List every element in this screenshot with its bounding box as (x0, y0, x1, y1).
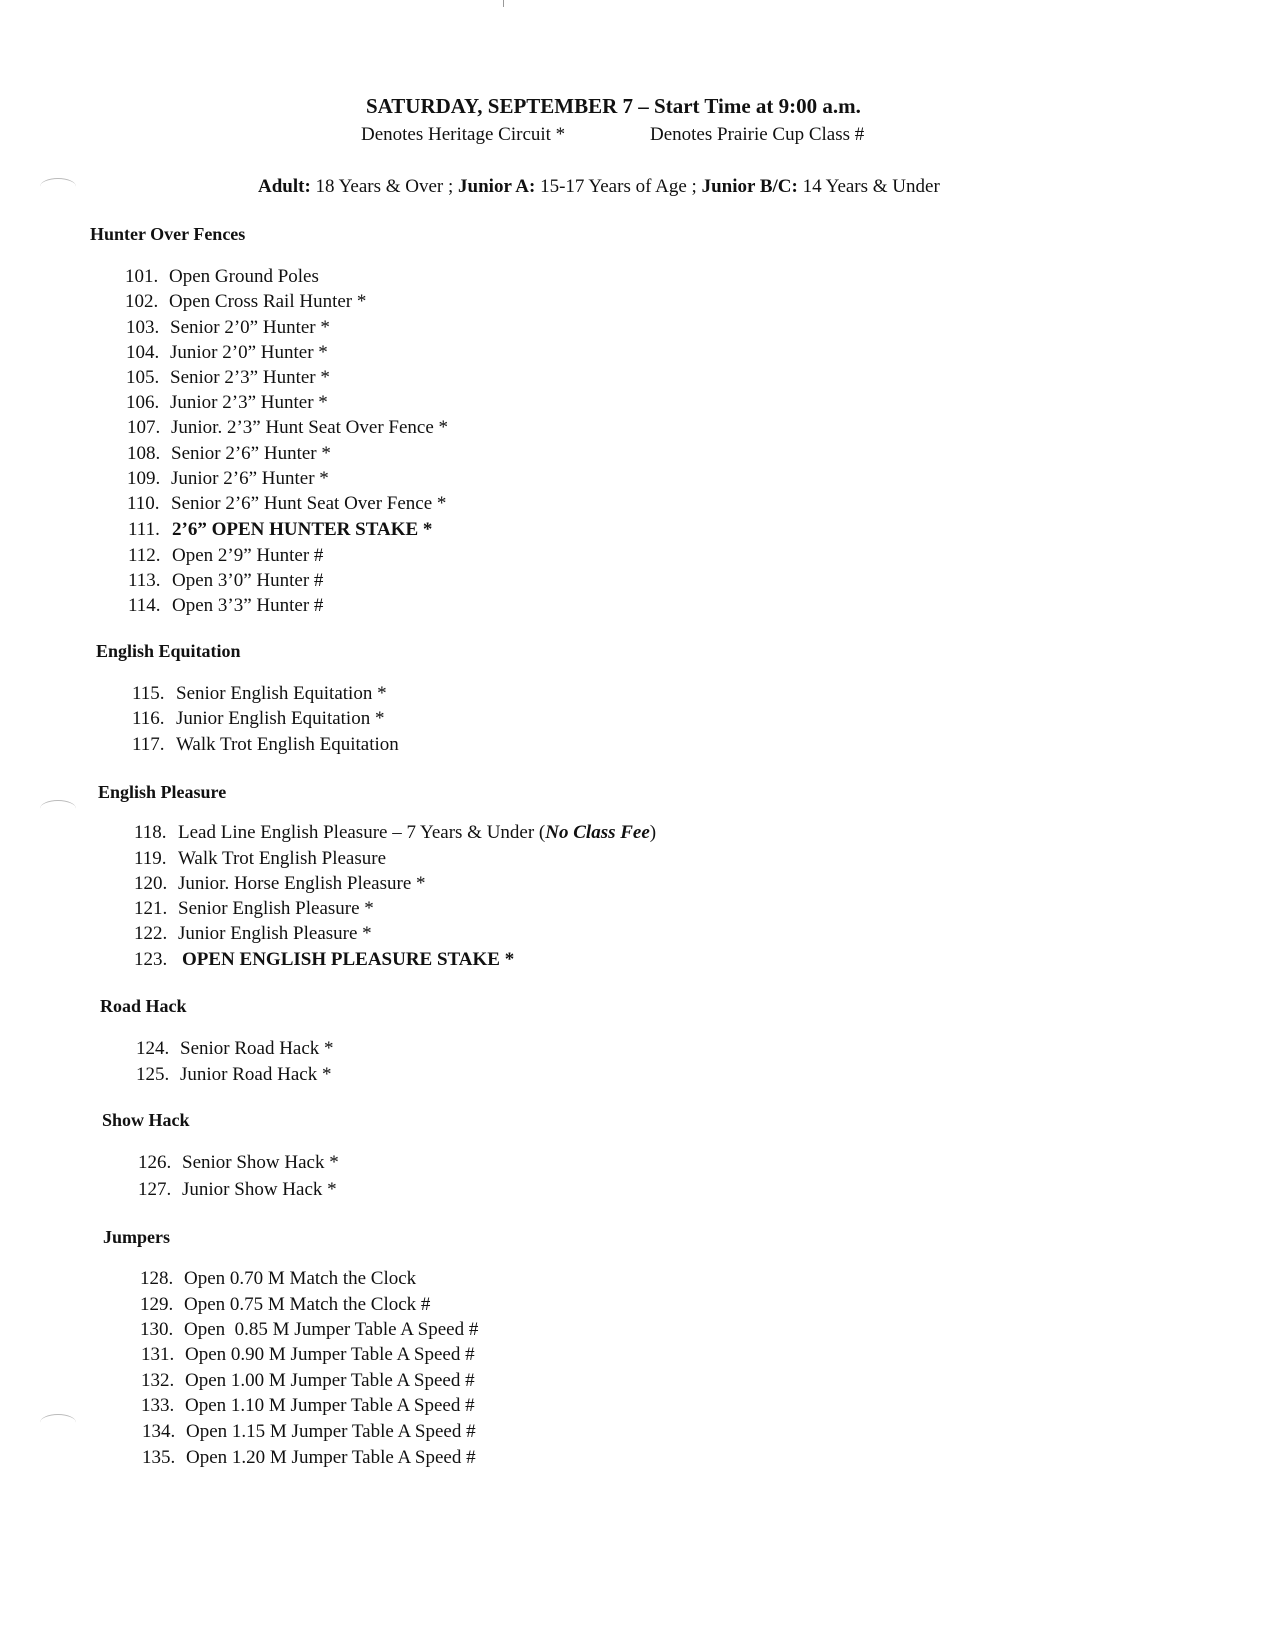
list-item (127, 417, 448, 439)
list-item (136, 1064, 331, 1086)
class-name: Open 1.15 M Jumper Table A Speed # (186, 1421, 476, 1442)
class-number: 127. (138, 1179, 172, 1200)
class-number: 123. (134, 949, 168, 970)
section-heading: English Pleasure (98, 782, 227, 802)
list-item (140, 1268, 416, 1290)
punch-hole-mark (40, 178, 76, 195)
class-name: Open 1.20 M Jumper Table A Speed # (186, 1447, 476, 1468)
class-number: 106. (126, 392, 160, 413)
class-number: 124. (136, 1038, 170, 1059)
heritage-legend: Denotes Heritage Circuit * (361, 124, 566, 145)
list-item (125, 266, 319, 288)
punch-hole-mark (40, 800, 76, 817)
class-name: Open 0.85 M Jumper Table A Speed # (184, 1319, 479, 1340)
class-name: Junior English Equitation * (176, 708, 385, 729)
class-name: 2’6” OPEN HUNTER STAKE * (172, 519, 433, 540)
class-number: 102. (125, 291, 159, 312)
section-heading: English Equitation (96, 641, 241, 661)
class-name: Open 1.00 M Jumper Table A Speed # (185, 1370, 475, 1391)
class-number: 134. (142, 1421, 176, 1442)
list-item (132, 708, 384, 730)
class-name: Lead Line English Pleasure – 7 Years & Under ( (178, 822, 546, 843)
class-number: 125. (136, 1064, 170, 1085)
list-item (126, 317, 330, 339)
junior-a-text: 15-17 Years of Age ; (535, 176, 697, 197)
class-number: 119. (134, 848, 167, 869)
page-title: SATURDAY, SEPTEMBER 7 – Start Time at 9:00 a.m. (366, 94, 861, 118)
junior-bc-text: 14 Years & Under (797, 176, 940, 197)
class-number: 133. (141, 1395, 175, 1416)
class-name: Senior 2’6” Hunt Seat Over Fence * (171, 493, 447, 514)
class-number: 108. (127, 443, 161, 464)
class-name: Junior 2’3” Hunter * (170, 392, 328, 413)
class-number: 109. (127, 468, 161, 489)
list-item (128, 519, 432, 541)
class-name: Junior 2’0” Hunter * (170, 342, 328, 363)
class-name: Walk Trot English Equitation (176, 734, 399, 755)
list-item (127, 468, 329, 490)
list-item (136, 1038, 334, 1060)
class-name: Open 0.70 M Match the Clock (184, 1268, 417, 1289)
list-item (127, 493, 446, 515)
class-number: 105. (126, 367, 160, 388)
list-item (128, 545, 323, 567)
scan-mark (503, 0, 504, 7)
no-class-fee-note: No Class Fee (545, 822, 650, 843)
class-number: 131. (141, 1344, 175, 1365)
list-item (134, 873, 426, 895)
list-item (142, 1421, 476, 1443)
list-item (134, 848, 386, 870)
class-name: Junior 2’6” Hunter * (171, 468, 329, 489)
class-number: 107. (127, 417, 161, 438)
class-number: 129. (140, 1294, 174, 1315)
age-divisions (258, 176, 940, 198)
paren-close: ) (649, 822, 657, 843)
class-name: Open 3’0” Hunter # (172, 570, 324, 591)
class-name: Senior Show Hack * (182, 1152, 339, 1173)
list-item (132, 734, 399, 756)
class-name: Senior 2’3” Hunter * (170, 367, 330, 388)
class-number: 126. (138, 1152, 172, 1173)
class-number: 101. (125, 266, 159, 287)
list-item (126, 367, 330, 389)
class-name: Open Cross Rail Hunter * (169, 291, 367, 312)
class-name: Open 0.75 M Match the Clock # (184, 1294, 431, 1315)
list-item (134, 923, 372, 945)
class-name: Senior 2’0” Hunter * (170, 317, 330, 338)
list-item (140, 1319, 478, 1341)
prairie-legend: Denotes Prairie Cup Class # (650, 124, 865, 145)
class-number: 103. (126, 317, 160, 338)
list-item (140, 1294, 430, 1316)
junior-bc-label: Junior B/C: (696, 176, 798, 197)
class-number: 121. (134, 898, 168, 919)
class-name: Junior Road Hack * (180, 1064, 332, 1085)
junior-a-label: Junior A: (453, 176, 536, 197)
list-item (126, 342, 328, 364)
list-item (134, 822, 656, 844)
list-item (141, 1370, 475, 1392)
list-item (134, 898, 374, 920)
list-item (141, 1344, 475, 1366)
class-name: Open 1.10 M Jumper Table A Speed # (185, 1395, 475, 1416)
class-name: Senior English Equitation * (176, 683, 387, 704)
list-item (125, 291, 366, 313)
list-item (142, 1447, 476, 1469)
section-heading: Show Hack (102, 1110, 190, 1130)
punch-hole-mark (40, 1414, 76, 1431)
class-number: 117. (132, 734, 165, 755)
list-item (138, 1179, 337, 1201)
list-item (126, 392, 328, 414)
class-name: Senior Road Hack * (180, 1038, 334, 1059)
class-name: Senior English Pleasure * (178, 898, 374, 919)
class-number: 112. (128, 545, 161, 566)
list-item (141, 1395, 475, 1417)
class-number: 132. (141, 1370, 175, 1391)
list-item (127, 443, 331, 465)
class-number: 130. (140, 1319, 174, 1340)
class-number: 115. (132, 683, 165, 704)
class-name: Senior 2’6” Hunter * (171, 443, 331, 464)
class-name: Open Ground Poles (169, 266, 319, 287)
class-name: Walk Trot English Pleasure (178, 848, 386, 869)
list-item (128, 570, 323, 592)
class-number: 110. (127, 493, 160, 514)
class-name: Open 0.90 M Jumper Table A Speed # (185, 1344, 475, 1365)
list-item (128, 595, 323, 617)
list-item (138, 1152, 339, 1174)
class-name: Junior English Pleasure * (178, 923, 372, 944)
class-name: Junior. Horse English Pleasure * (178, 873, 426, 894)
section-heading: Road Hack (100, 996, 187, 1016)
class-number: 116. (132, 708, 165, 729)
class-number: 114. (128, 595, 161, 616)
class-number: 128. (140, 1268, 174, 1289)
class-name: Open 3’3” Hunter # (172, 595, 324, 616)
class-number: 104. (126, 342, 160, 363)
list-item (132, 683, 387, 705)
class-number: 120. (134, 873, 168, 894)
class-number: 135. (142, 1447, 176, 1468)
list-item (134, 949, 514, 971)
section-heading: Jumpers (103, 1227, 170, 1247)
class-number: 122. (134, 923, 168, 944)
class-name: OPEN ENGLISH PLEASURE STAKE * (182, 949, 515, 970)
class-name: Junior. 2’3” Hunt Seat Over Fence * (171, 417, 449, 438)
section-heading: Hunter Over Fences (90, 224, 246, 244)
class-name: Open 2’9” Hunter # (172, 545, 324, 566)
class-number: 113. (128, 570, 161, 591)
class-number: 118. (134, 822, 167, 843)
adult-text: 18 Years & Over ; (310, 176, 454, 197)
class-number: 111. (128, 519, 160, 540)
class-name: Junior Show Hack * (182, 1179, 337, 1200)
adult-label: Adult: (258, 176, 311, 197)
